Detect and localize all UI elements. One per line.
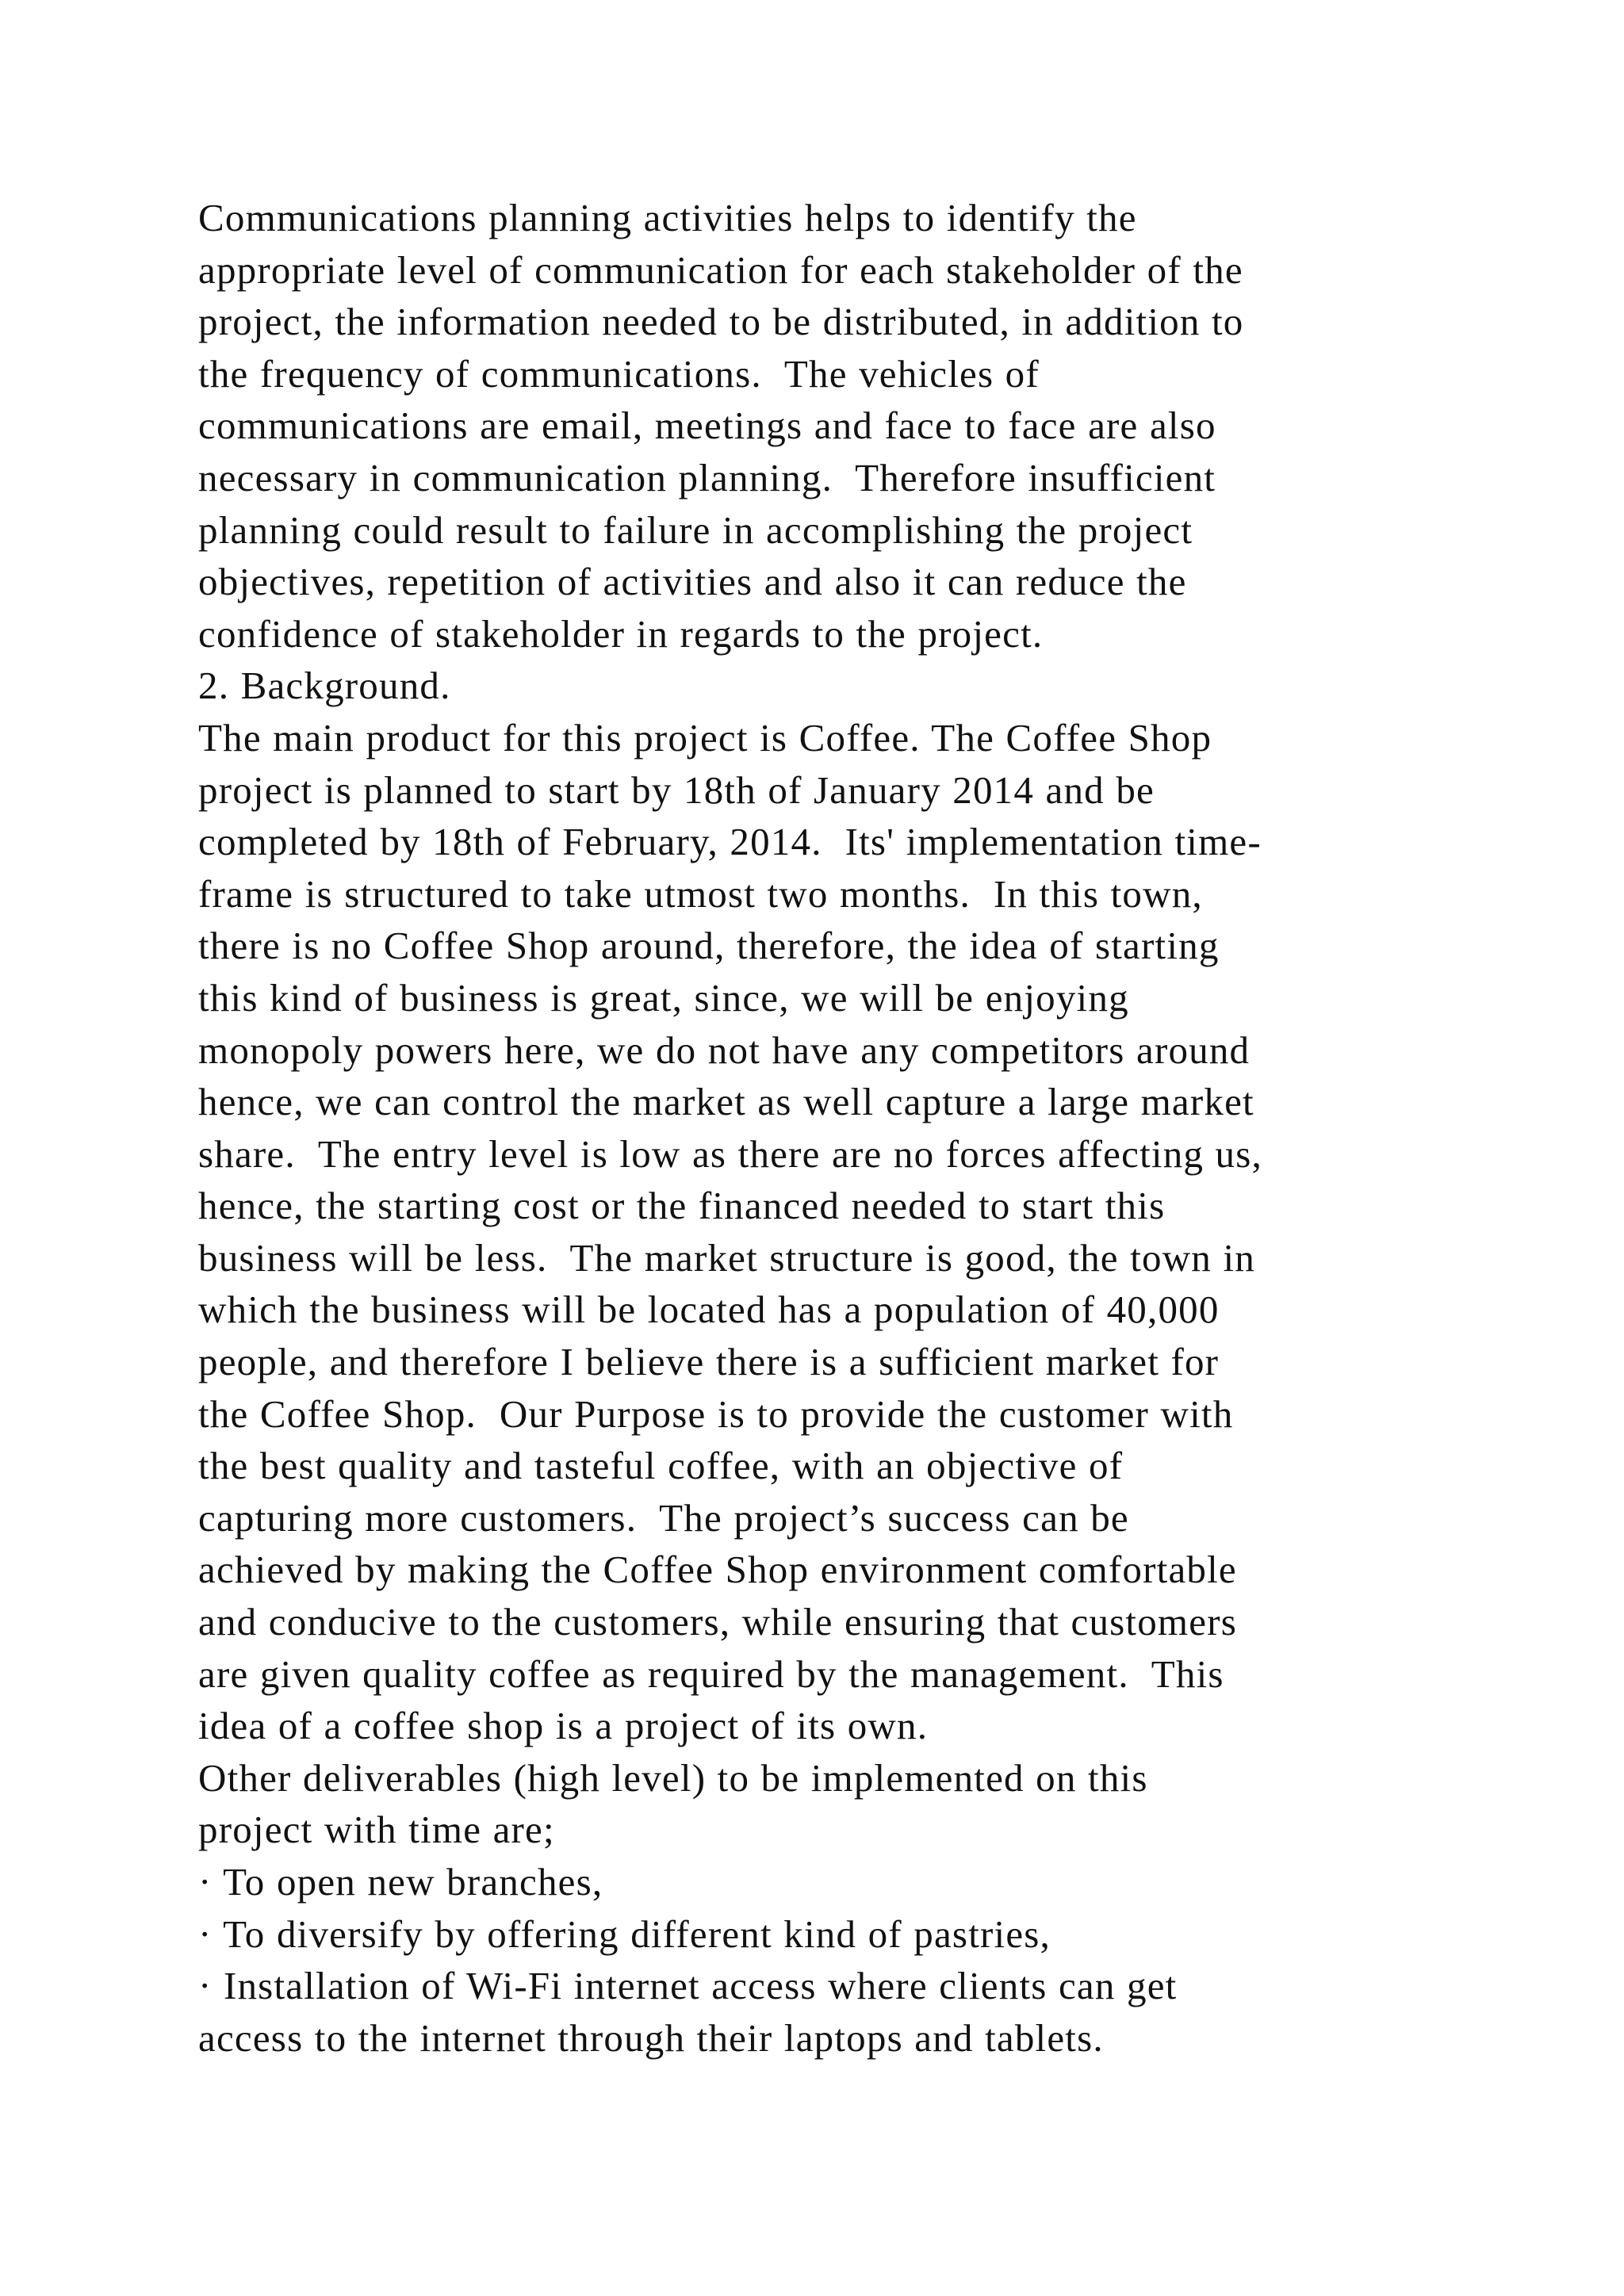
text-line: are given quality coffee as required by the management. This bbox=[198, 1651, 1224, 1696]
text-line: appropriate level of communication for each stakeholder of the bbox=[198, 247, 1243, 292]
text-line: project is planned to start by 18th of January 2014 and be bbox=[198, 767, 1155, 812]
text-line: and conducive to the customers, while ensuring that customers bbox=[198, 1600, 1237, 1644]
text-line: Other deliverables (high level) to be implemented on this bbox=[198, 1755, 1148, 1800]
text-line: planning could result to failure in accomplishing the project bbox=[198, 507, 1193, 552]
text-line: access to the internet through their laptops and tablets. bbox=[198, 2015, 1104, 2060]
document-page bbox=[198, 192, 1451, 2064]
text-line: communications are email, meetings and face to face are also bbox=[198, 404, 1216, 448]
text-line: which the business will be located has a population of 40,000 bbox=[198, 1288, 1220, 1332]
text-line: this kind of business is great, since, we will be enjoying bbox=[198, 975, 1129, 1020]
text-line: confidence of stakeholder in regards to the project. bbox=[198, 611, 1044, 656]
text-line: completed by 18th of February, 2014. Its' implementation time- bbox=[198, 820, 1262, 864]
text-line: project, the information needed to be distributed, in addition to bbox=[198, 300, 1244, 344]
text-line: capturing more customers. The project’s success can be bbox=[198, 1495, 1129, 1540]
bullet-item: · Installation of Wi-Fi internet access where clients can get bbox=[198, 1964, 1178, 2008]
bullet-item: · To open new branches, bbox=[198, 1860, 603, 1904]
text-line: The main product for this project is Coffee. The Coffee Shop bbox=[198, 715, 1212, 760]
text-line: necessary in communication planning. Therefore insufficient bbox=[198, 455, 1216, 499]
text-line: objectives, repetition of activities and also it can reduce the bbox=[198, 560, 1187, 604]
bullet-item: · To diversify by offering different kind of pastries, bbox=[198, 1911, 1051, 1956]
text-line: monopoly powers here, we do not have any competitors around bbox=[198, 1027, 1251, 1072]
text-line: idea of a coffee shop is a project of its own. bbox=[198, 1704, 929, 1748]
text-line: business will be less. The market structure is good, the town in bbox=[198, 1235, 1255, 1280]
text-line: hence, the starting cost or the financed needed to start this bbox=[198, 1184, 1166, 1228]
text-line: hence, we can control the market as well capture a large market bbox=[198, 1080, 1254, 1124]
text-line: share. The entry level is low as there are no forces affecting us, bbox=[198, 1131, 1262, 1176]
text-line: people, and therefore I believe there is a sufficient market for bbox=[198, 1340, 1220, 1384]
text-line: achieved by making the Coffee Shop environment comfortable bbox=[198, 1548, 1237, 1592]
text-line: the Coffee Shop. Our Purpose is to provide the customer with bbox=[198, 1391, 1234, 1436]
text-line: the frequency of communications. The vehicles of bbox=[198, 351, 1040, 396]
section-heading: 2. Background. bbox=[198, 664, 451, 708]
text-line: frame is structured to take utmost two months. In this town, bbox=[198, 871, 1203, 916]
text-line: the best quality and tasteful coffee, with an objective of bbox=[198, 1444, 1124, 1488]
text-line: project with time are; bbox=[198, 1808, 555, 1852]
text-line: there is no Coffee Shop around, therefore, the idea of starting bbox=[198, 924, 1220, 968]
text-line: Communications planning activities helps to identify the bbox=[198, 196, 1137, 239]
